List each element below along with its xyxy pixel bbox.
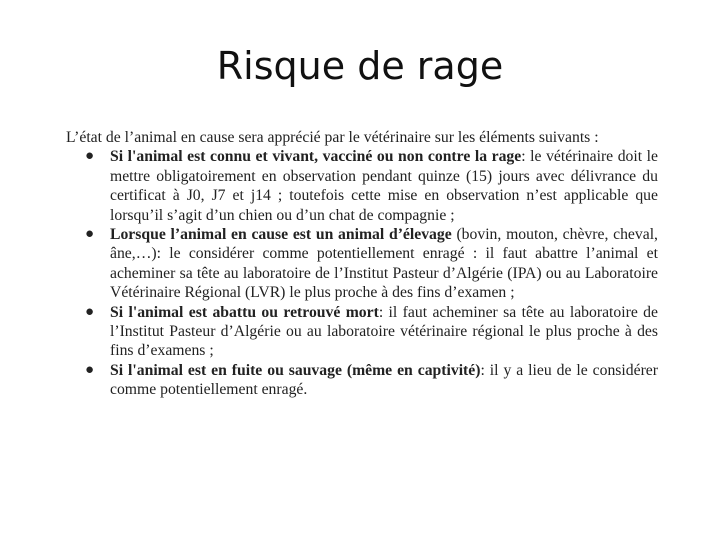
list-item-text: : il y a lieu de le considérer comme potentiellement enragé.	[110, 361, 658, 399]
list-item-lead: Si l'animal est connu et vivant, vacciné ou non contre la rage	[110, 148, 522, 166]
intro-paragraph: L’état de l’animal en cause sera apprécié par le vétérinaire sur les éléments suivants :	[66, 129, 599, 146]
slide-title: Risque de rage	[216, 44, 504, 88]
list-item-lead: Si l'animal est en fuite ou sauvage (même en captivité)	[110, 361, 481, 379]
bullet-icon: ●	[85, 361, 95, 378]
bullet-icon: ●	[85, 148, 95, 165]
bullet-icon: ●	[85, 226, 95, 243]
list-item-lead: Si l'animal est abattu ou retrouvé mort	[110, 303, 379, 321]
list-item-text: : il faut acheminer sa tête au laboratoire de l’Institut Pasteur d’Algérie ou au laboratoire vétérinaire régional le plus proche à des fins d’examens ;	[110, 303, 658, 360]
list-item-text: (bovin, mouton, chèvre, cheval, âne,…): le considérer comme potentiellement enragé : il faut abattre l’animal et acheminer sa tête au laboratoire de l’Institut Pasteur d’Algérie (IPA) ou au Laboratoire Vétérinaire Régional (LVR) le plus proche à des fins d’examen ;	[110, 226, 658, 302]
criteria-list	[66, 147, 658, 399]
list-item	[66, 361, 658, 400]
list-item	[66, 303, 658, 361]
list-item-lead: Lorsque l’animal en cause est un animal d’élevage	[110, 226, 452, 244]
list-item	[66, 147, 658, 225]
bullet-icon: ●	[85, 303, 95, 320]
list-item	[66, 225, 658, 303]
list-item-text: : le vétérinaire doit le mettre obligatoirement en observation pendant quinze (15) jours avec délivrance du certificat à J0, J7 et j14 ; toutefois cette mise en observation n’est applicable que lorsqu’il s’agit d’un chien ou d’un chat de compagnie ;	[110, 148, 659, 224]
scanned-document-excerpt	[66, 128, 658, 400]
